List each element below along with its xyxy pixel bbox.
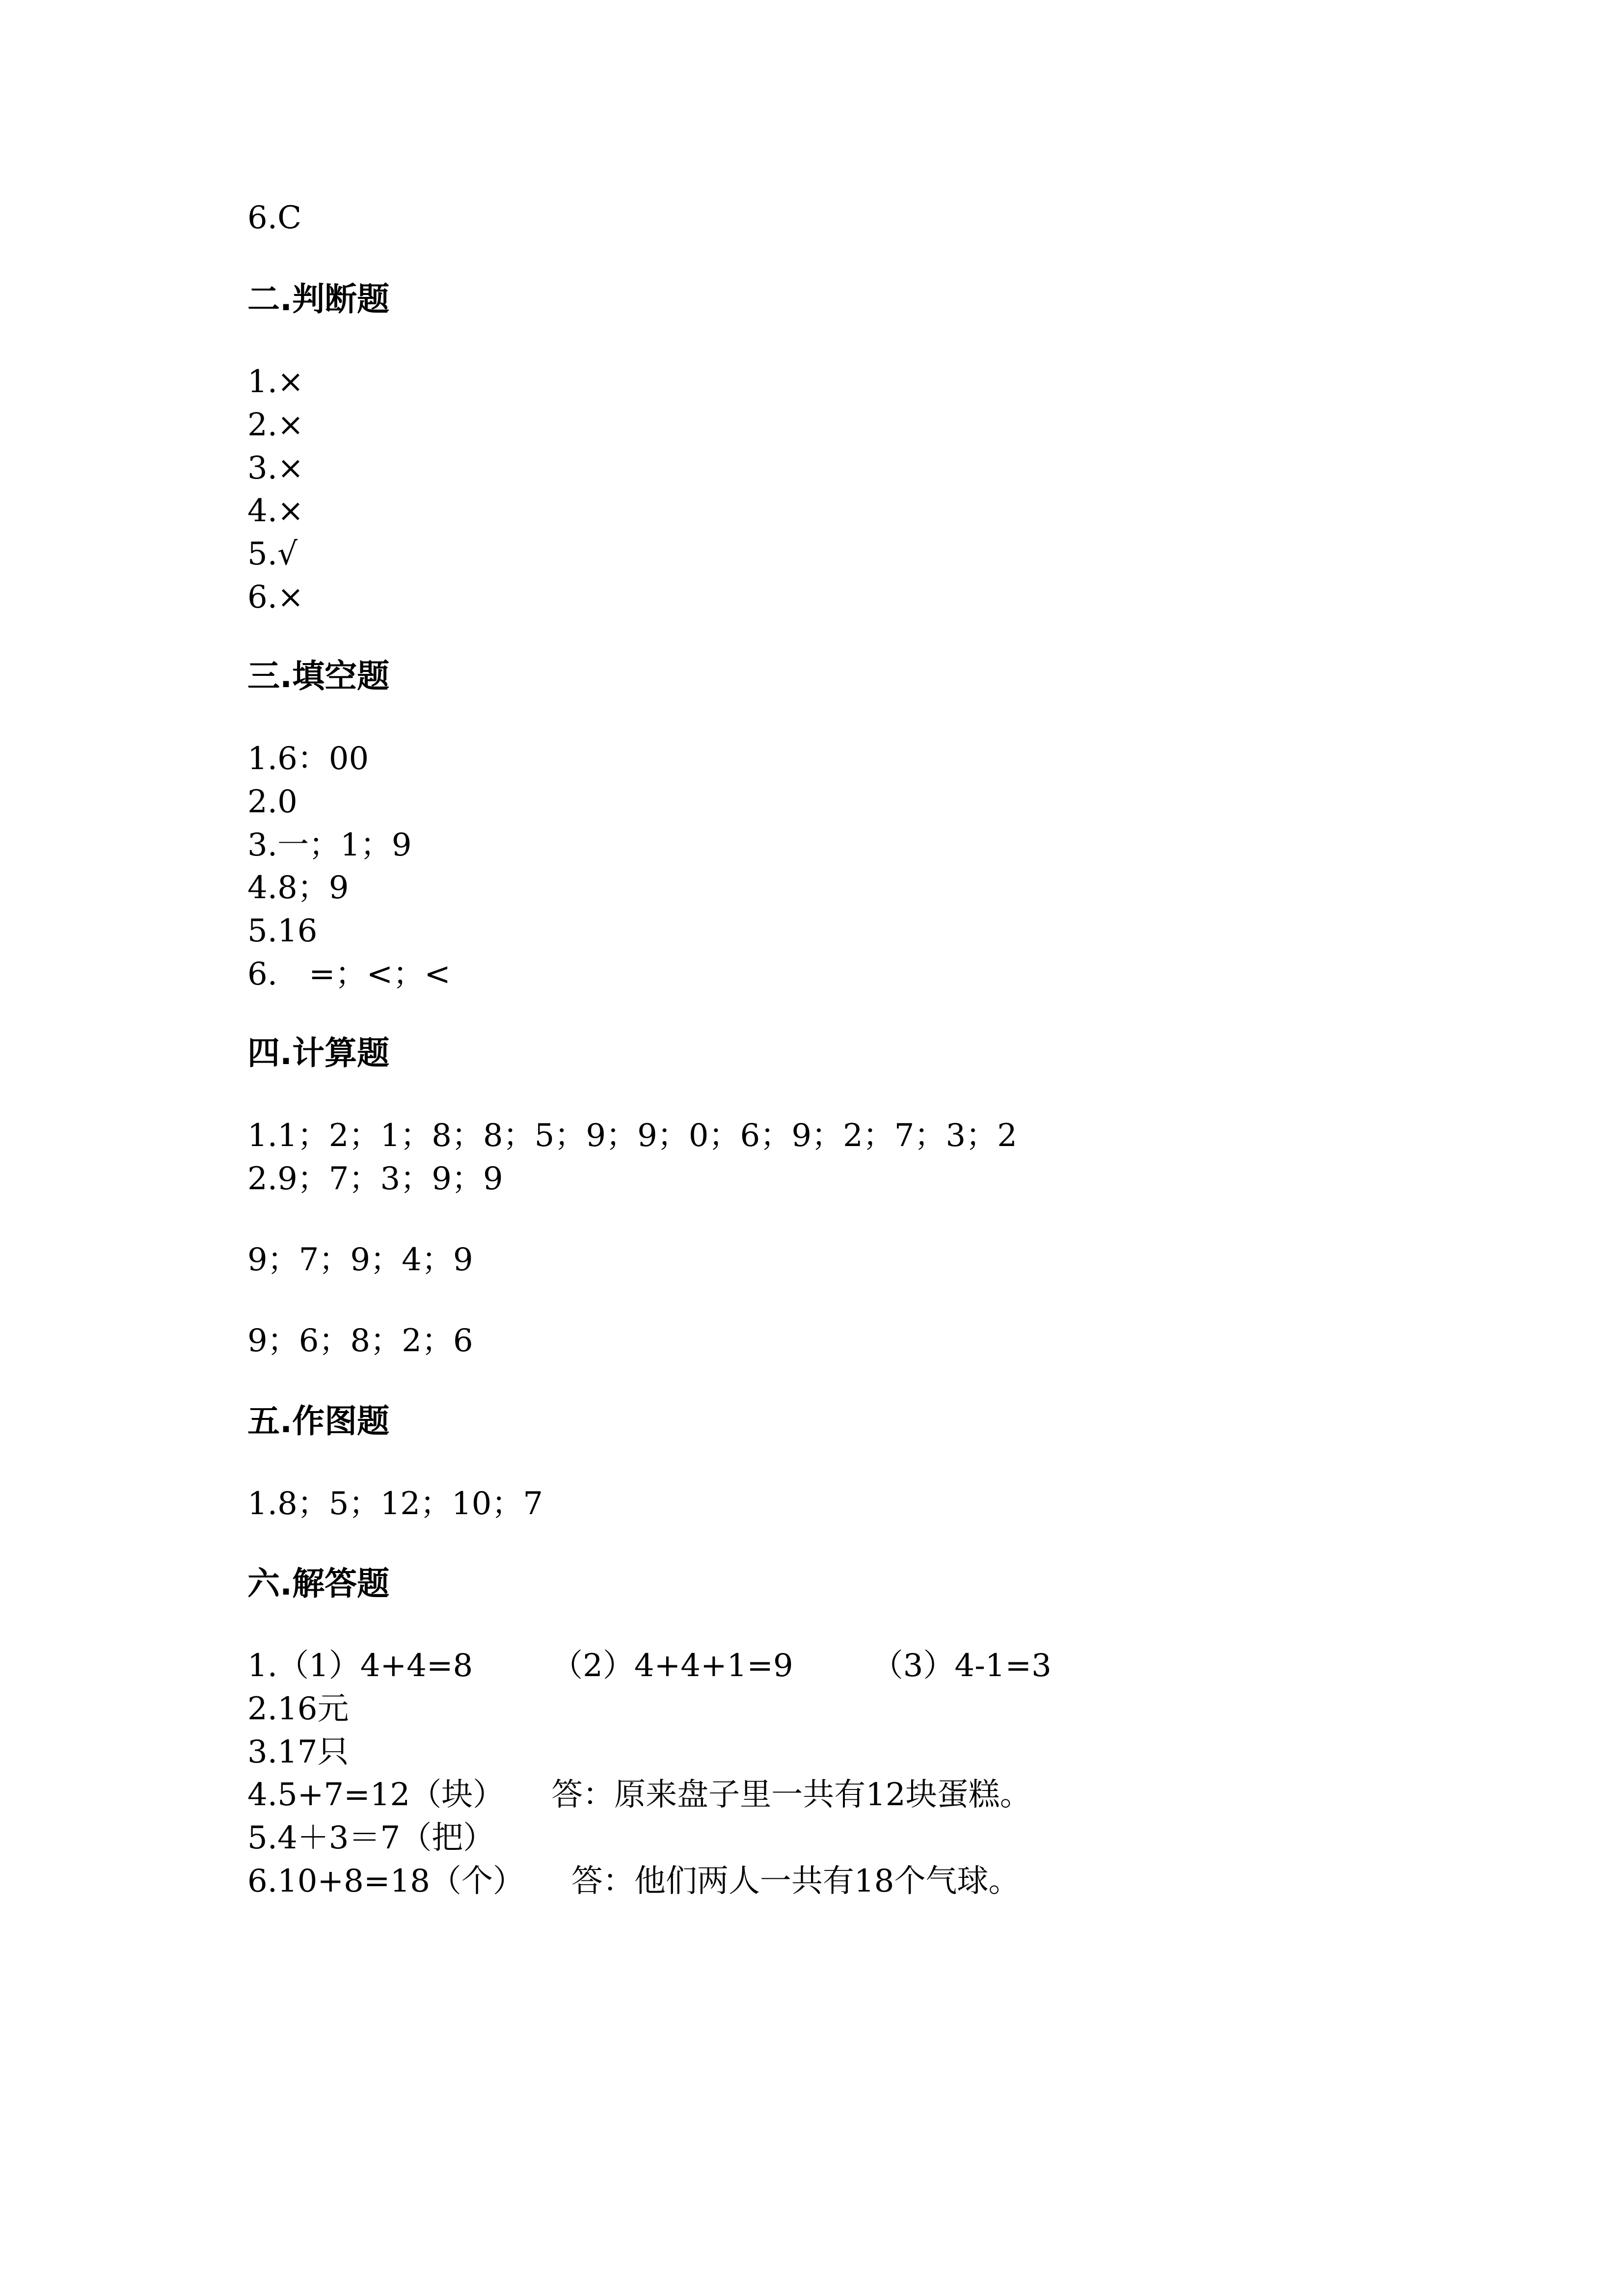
- section-3-answer-3: 3.一；1；9: [247, 827, 412, 863]
- section-3-answer-2: 2.0: [247, 784, 298, 820]
- section-2-title: 二.判断题: [247, 280, 390, 318]
- section-6-answer-1: 1.（1）4+4=8 （2）4+4+1=9 （3）4-1=3: [247, 1648, 1052, 1684]
- section-4-answer-2-row-2: 9；7；9；4；9: [247, 1242, 473, 1278]
- section-5-title: 五.作图题: [247, 1402, 390, 1440]
- section-3-answer-1: 1.6：00: [247, 741, 369, 777]
- section-4-title: 四.计算题: [247, 1034, 390, 1072]
- section-5-answer-1: 1.8；5；12；10；7: [247, 1486, 543, 1522]
- section-6-answer-2: 2.16元: [247, 1691, 349, 1727]
- section-3-answer-4: 4.8；9: [247, 870, 349, 906]
- section-2-answer-5: 5.√: [247, 536, 298, 572]
- section-6-title: 六.解答题: [247, 1565, 390, 1602]
- top-answer-6: 6.C: [247, 200, 302, 236]
- section-4-answer-1: 1.1；2；1；8；8；5；9；9；0；6；9；2；7；3；2: [247, 1118, 1017, 1154]
- section-3-title: 三.填空题: [247, 657, 390, 695]
- section-4-answer-2: 2.9；7；3；9；9: [247, 1161, 503, 1197]
- section-3-answer-6: 6. =；<；<: [247, 956, 451, 992]
- section-2-answer-3: 3.×: [247, 450, 304, 486]
- section-2-answer-4: 4.×: [247, 493, 304, 529]
- section-2-answer-6: 6.×: [247, 579, 304, 615]
- section-6-answer-3: 3.17只: [247, 1734, 349, 1770]
- section-2-answer-2: 2.×: [247, 407, 304, 443]
- section-4-answer-2-row-3: 9；6；8；2；6: [247, 1323, 473, 1359]
- section-3-answer-5: 5.16: [247, 913, 318, 949]
- section-2-answer-1: 1.×: [247, 364, 304, 400]
- section-6-answer-5: 5.4＋3＝7（把）: [247, 1820, 495, 1856]
- section-6-answer-4: 4.5+7=12（块） 答：原来盘子里一共有12块蛋糕。: [247, 1777, 1031, 1813]
- section-6-answer-6: 6.10+8=18（个） 答：他们两人一共有18个气球。: [247, 1863, 1020, 1899]
